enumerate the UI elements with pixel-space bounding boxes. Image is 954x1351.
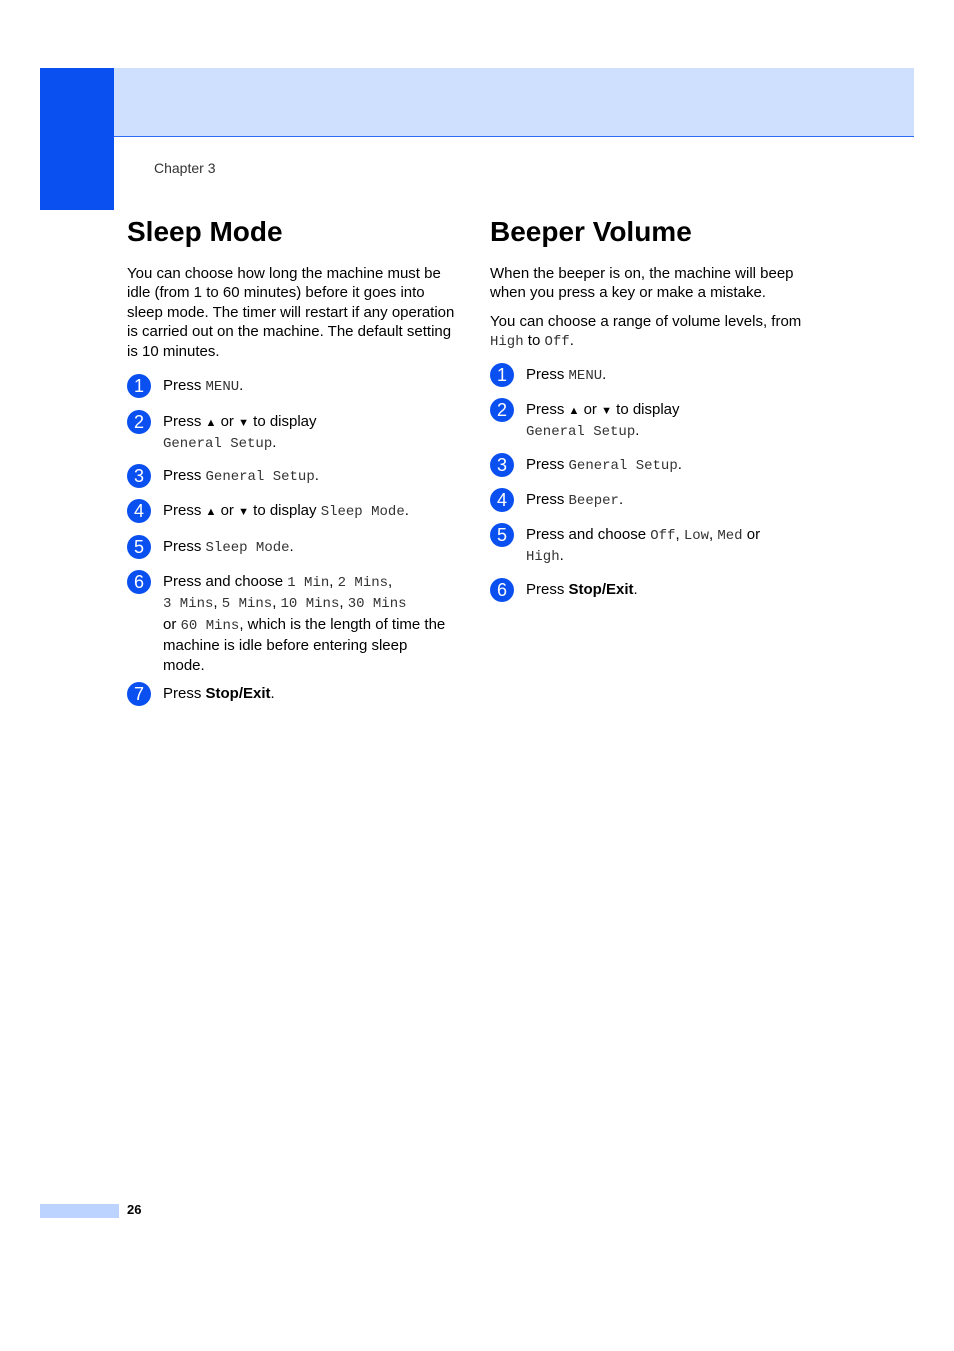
beeper-volume-section: Beeper Volume When the beeper is on, the machine will beep when you press a key or make a mistake. You can choose a range of volume levels, from High to Off. 1 Press MENU. 2 Press ▲ or ▼ to display General Setup. 3 Press General Setup. 4 Press Beeper. 5 Press and choose Off, Low, Med or High. 6 Press Stop/Exit. xyxy=(490,214,820,353)
page-number: 26 xyxy=(127,1202,142,1217)
up-arrow-icon: ▲ xyxy=(568,405,580,417)
chapter-tab xyxy=(40,68,114,210)
chapter-label: Chapter 3 xyxy=(154,160,216,176)
intro-paragraph: You can choose a range of volume levels, from High to Off. xyxy=(490,312,802,351)
section-title: Sleep Mode xyxy=(127,216,283,247)
up-arrow-icon: ▲ xyxy=(205,417,217,429)
step-number: 4 xyxy=(490,488,514,512)
step-number: 1 xyxy=(127,374,151,398)
step-number: 2 xyxy=(490,398,514,422)
step-number: 3 xyxy=(127,464,151,488)
step-number: 1 xyxy=(490,363,514,387)
footer-bar xyxy=(40,1204,119,1218)
step-number: 2 xyxy=(127,410,151,434)
down-arrow-icon: ▼ xyxy=(238,506,249,518)
step-number: 6 xyxy=(490,578,514,602)
down-arrow-icon: ▼ xyxy=(601,405,612,417)
intro-paragraph: You can choose how long the machine must be idle (from 1 to 60 minutes) before it goes into sleep mode. The timer will restart if any operation is carried out on the machine. The default setting is 10 minutes. xyxy=(127,265,455,360)
sleep-mode-section: Sleep Mode You can choose how long the machine must be idle (from 1 to 60 minutes) before it goes into sleep mode. The timer will restart if any operation is carried out on the machine. The default setting is 10 minutes. 1 Press MENU. 2 Press ▲ or ▼ to display General Setup. 3 Press General Setup. 4 Press ▲ or ▼ to display Sleep Mode. 5 Press Sleep Mode. 6 Press and choose 1 Min, 2 Mins, 3 Mins, 5 Mins, 10 Mins, 30 Mins or 60 Mins, which is the length of time the machine is idle before entering sleep mode. 7 Press Stop/Exit. xyxy=(127,214,457,361)
intro-paragraph: When the beeper is on, the machine will beep when you press a key or make a mistake. xyxy=(490,265,794,302)
step-number: 5 xyxy=(490,523,514,547)
step-number: 7 xyxy=(127,682,151,706)
step-number: 5 xyxy=(127,535,151,559)
step-number: 3 xyxy=(490,453,514,477)
step-number: 6 xyxy=(127,570,151,594)
header-band xyxy=(114,68,914,137)
down-arrow-icon: ▼ xyxy=(238,417,249,429)
section-title: Beeper Volume xyxy=(490,216,692,247)
step-number: 4 xyxy=(127,499,151,523)
up-arrow-icon: ▲ xyxy=(205,506,217,518)
